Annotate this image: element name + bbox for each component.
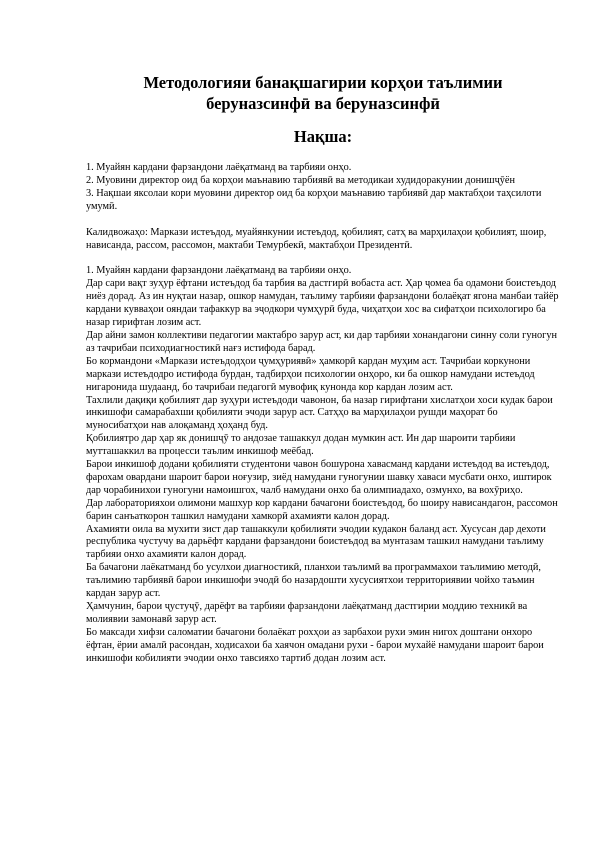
body-paragraph-8: Дар лабораторияхои олимони машхур кор кардани бачагони боистеъдод, бо шоиру нависандагон, рассомон барин санъаткорон ташкил намудани хамкорӣ ахамияти калон дорад.	[86, 497, 558, 522]
body-paragraph-5: Тахлили дақиқи қобилият дар зуҳури истеъдоди чавонон, ба назар гирифтани хислатҳои хоси кудак барои инкишофи самарабахши қобилияти эчоди зарур аст. Сатҳҳо ва марҳилаҳои рушди маҳорат бо муносибатҳои нав алоқаманд ҳоҳанд буд.	[86, 394, 553, 432]
body-paragraph-1: 1. Муайян кардани фарзандони лаёқатманд ва тарбияи онҳо.	[86, 265, 352, 277]
keywords-text: Калидвожаҳо: Маркази истеъдод, муайянкунии истеъдод, қобилият, сатҳ ва марҳилаҳои қобилият, шоир, нависанда, рассом, рассомон, мактаби Темурбекӣ, мактабҳои Президентӣ.	[86, 226, 547, 251]
keywords-paragraph	[86, 227, 560, 253]
body-paragraph-6: Қобилиятро дар ҳар як донишҷӯ то андозае ташаккул додан мумкин аст. Ин дар шароити тарбияи мутташаккил ва процесси таълим инкишоф меёбад.	[86, 433, 516, 458]
body-paragraph-7: Барои инкишоф додани қобилияти студентони чавон бошурона хавасманд кардани истеъдод ва истеъдод, фарохам овардани шароит барои ноғузир, зиёд намудани гуногунии шавку хаваси мусбати онхо, иштирок дар чорабинихои гуногуни намоишгох, чалб намудани онхо ба олимпиадахо, озмунхо, ва вохӯриҳо.	[86, 459, 552, 496]
title-line-2: беруназсинфӣ ва беруназсинфӣ	[206, 94, 440, 113]
body-paragraph-10: Ба бачагони лаёкатманд бо усулхои диагностикӣ, планхои таълимӣ ва программахои таълимию методӣ, таълимию тарбиявӣ барои инкишофи эчодӣ бо назардошти хусусиятхои территориявии чойхо таъмин кардан зарур аст.	[86, 562, 541, 600]
body-paragraph-11: Ҳамчунин, барои ҷустуҷӯ, дарёфт ва тарбияи фарзандони лаёқатманд дастгирии моддию техникӣ ва молиявии замонавӣ зарур аст.	[86, 601, 528, 625]
body-text	[86, 265, 560, 665]
plan-item-3: 3. Нақшаи яксолаи кори муовини директор оид ба корҳои маънавию тарбиявӣ дар мактабҳои таҳсилоти умумӣ.	[86, 187, 542, 212]
document-title	[86, 72, 560, 114]
plan-item-2: 2. Муовини директор оид ба корҳои маънавию тарбиявӣ ва методикаи худидоракунии донишҷӯён	[86, 174, 516, 186]
plan-item-1: 1. Муайян кардани фарзандони лаёқатманд ва тарбияи онҳо.	[86, 162, 352, 173]
body-paragraph-2: Дар сари вақт зуҳур ёфтани истеъдод ба тарбия ва дастгирӣ вобаста аст. Ҳар ҷомеа ба одамони боистеъдод ниёз дорад. Аз ин нуқтаи назар, ошкор намудан, таълиму тарбияи фарзандони болаёқат ягона манбаи тайёр кардани кувваҳои ояндаи тафаккур ва эҷодкори чумҳурӣ буда, чиҳатҳои хос ва сифатҳои психологиро ба назар гирифтан лозим аст.	[86, 278, 559, 329]
body-paragraph-12: Бо максади хифзи саломатии бачагони болаёкат рохҳои аз зарбахои рухи эмин нигох доштани онхоро ёфтан, ёрии амалӣ расондан, ходисахои ба хаячон омадани рухи - барои мухайё намудани шароит барои инкишофи кобилияти эчодии онхо тавсияхо тартиб додан лозим аст.	[86, 626, 544, 664]
body-paragraph-3: Дар айни замон коллективи педагогии мактабро зарур аст, ки дар тарбияи хонандагони синну соли гуногун аз тачрибаи психодиагностикӣ нағз истифода барад.	[86, 329, 558, 354]
body-paragraph-4: Бо кормандони «Маркази истеъдодҳои ҷумҳуриявӣ» ҳамкорӣ кардан муҳим аст. Тачрибаи коркунони маркази истеъдодро истифода бурдан, тадбирҳои психологии онҳоро, ки ба ошкор намудани истеъдод нигаронида шудаанд, бо тачрибаи педагогӣ мувофиқ кунонда кор кардан лозим аст.	[86, 355, 535, 393]
document-page	[86, 0, 560, 666]
title-line-1: Методологияи банақшагирии корҳои таълимии	[143, 73, 503, 92]
body-paragraph-9: Ахамияти оила ва мухити зист дар ташаккули қобилияти эчодии кудакон баланд аст. Хусусан дар дехоти республика чустучу ва дарьёфт кардани фарзандони боистеъдод ва мунтазам ташкил намудани таълиму тарбияи онхо ахамияти калон дорад.	[86, 523, 546, 561]
plan-list	[86, 162, 560, 214]
plan-heading: Нақша:	[293, 127, 353, 146]
